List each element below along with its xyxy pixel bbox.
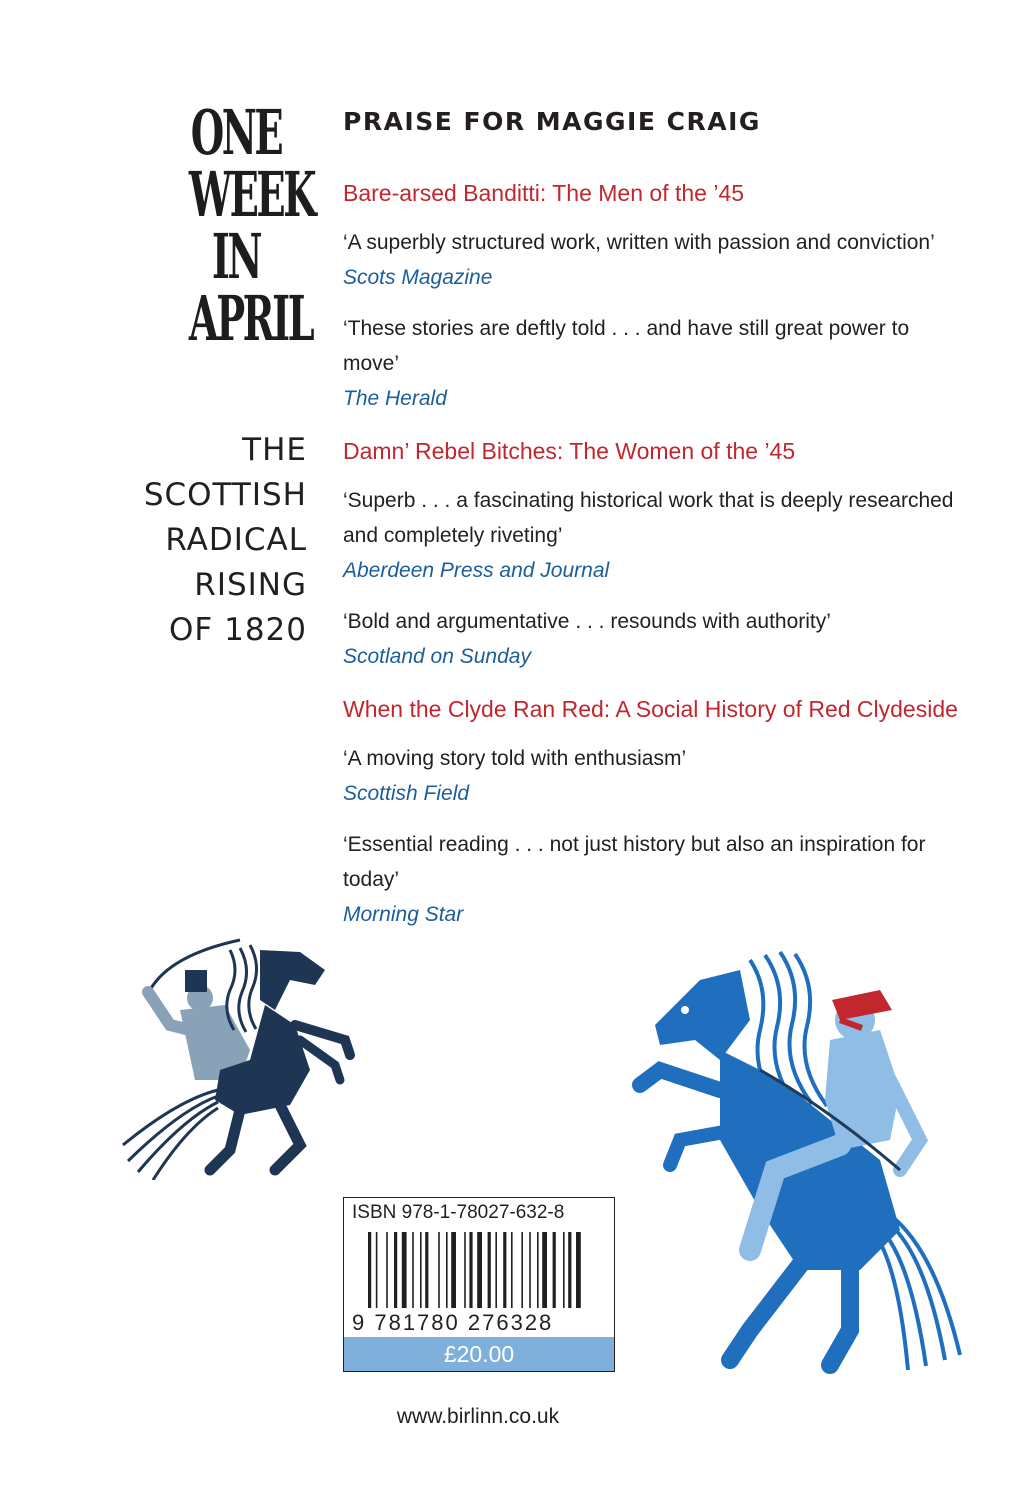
title-line: ONE [190, 96, 282, 169]
title-line: APRIL [188, 282, 313, 355]
review-quote: ‘Bold and argumentative . . . resounds with authority’ [343, 610, 831, 633]
review-quote: ‘A moving story told with enthusiasm’ [343, 747, 687, 770]
review [343, 741, 963, 811]
isbn-label: ISBN 978-1-78027-632-8 [352, 1202, 565, 1223]
barcode-digits: 9 781780 276328 [352, 1310, 554, 1335]
book-subtitle-block [144, 428, 307, 653]
review-quote: ‘Superb . . . a fascinating historical work that is deeply researched and completely riveting’ [343, 489, 954, 547]
review-source: Scotland on Sunday [343, 645, 531, 668]
right-horseman-illustration [600, 940, 980, 1380]
review-quote: ‘These stories are deftly told . . . and have still great power to move’ [343, 317, 910, 375]
subtitle-line: RADICAL [165, 522, 307, 558]
subtitle-line: RISING [194, 567, 307, 603]
praised-book [343, 692, 963, 932]
review [343, 225, 963, 295]
praise-section [343, 102, 963, 950]
subtitle-line: OF 1820 [169, 612, 307, 648]
review-source: Scottish Field [343, 782, 470, 805]
review [343, 311, 963, 416]
review-source: Scots Magazine [343, 266, 493, 289]
subtitle-line: SCOTTISH [143, 477, 307, 513]
review [343, 604, 963, 674]
praised-book-title: When the Clyde Ran Red: A Social History of Red Clydeside [343, 696, 958, 722]
praise-heading: PRAISE FOR MAGGIE CRAIG [343, 107, 761, 136]
praised-book-title: Damn’ Rebel Bitches: The Women of the ’45 [343, 438, 796, 464]
barcode-graphic [344, 1198, 614, 1318]
review-source: The Herald [343, 387, 447, 410]
review [343, 827, 963, 932]
title-line: IN [211, 220, 261, 293]
book-title-block [160, 96, 315, 355]
review-source: Aberdeen Press and Journal [343, 559, 610, 582]
review-source: Morning Star [343, 903, 464, 926]
review [343, 483, 963, 588]
price-bar [344, 1337, 614, 1371]
praised-book [343, 176, 963, 416]
price: £20.00 [443, 1341, 515, 1367]
review-quote: ‘A superbly structured work, written with passion and conviction’ [343, 231, 935, 254]
praised-book-title: Bare-arsed Banditti: The Men of the ’45 [343, 180, 745, 206]
left-horseman-illustration [100, 930, 360, 1180]
review-quote: ‘Essential reading . . . not just history but also an inspiration for today’ [343, 833, 926, 891]
subtitle-line: THE [242, 432, 307, 468]
praised-book [343, 434, 963, 674]
title-line: WEEK [188, 158, 315, 231]
barcode-panel [343, 1197, 615, 1372]
publisher-website[interactable]: www.birlinn.co.uk [396, 1405, 560, 1428]
